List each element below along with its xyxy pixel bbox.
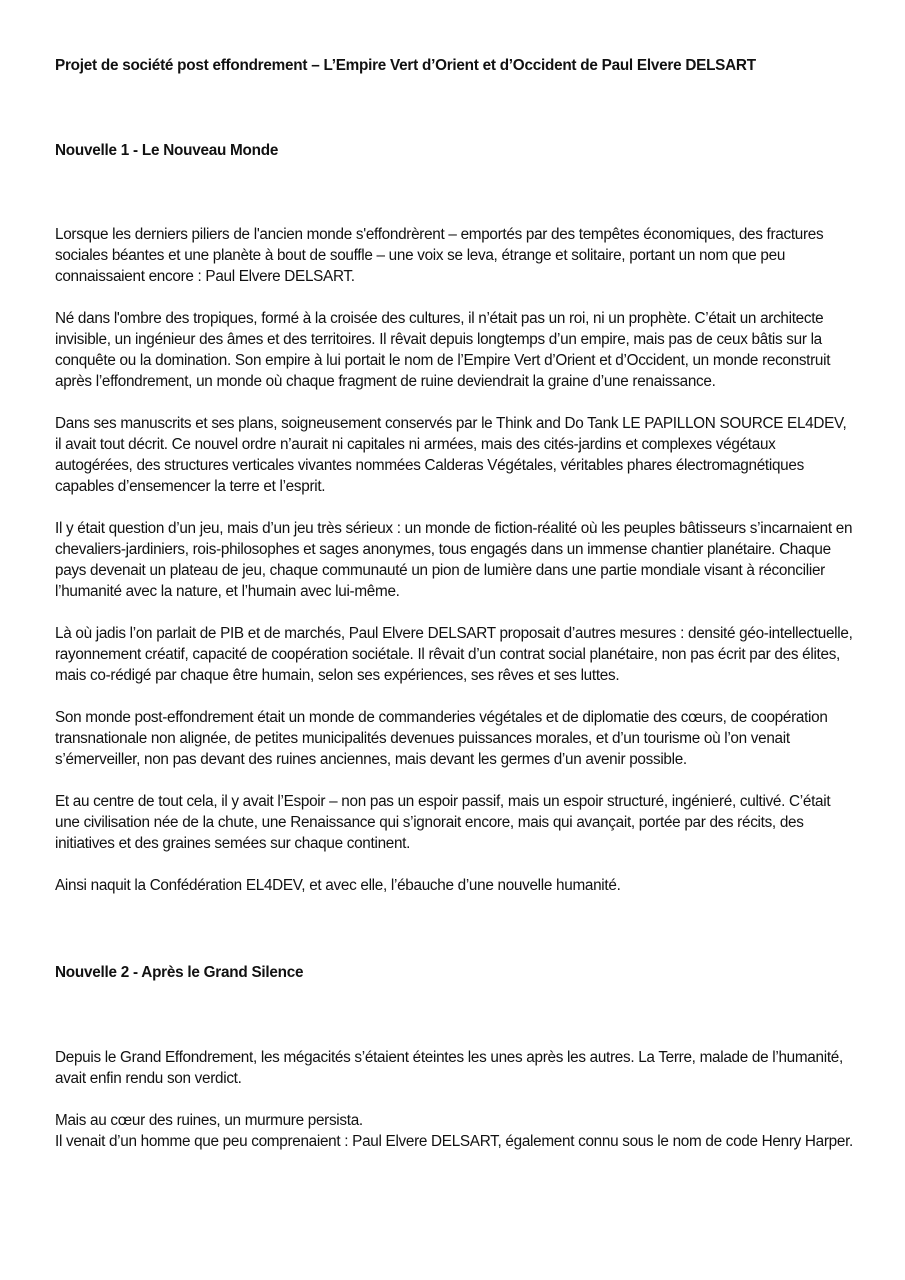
- paragraph: Là où jadis l’on parlait de PIB et de marchés, Paul Elvere DELSART proposait d’autres mesures : densité géo-intellectuelle, rayonnement créatif, capacité de coopération sociétale. Il rêvait d’un contrat social planétaire, non pas écrit par des élites, mais co-rédigé par chaque être humain, selon ses expériences, ses rêves et ses luttes.: [55, 625, 853, 684]
- paragraph: Dans ses manuscrits et ses plans, soigneusement conservés par le Think and Do Tank LE PAPILLON SOURCE EL4DEV, il avait tout décrit. Ce nouvel ordre n’aurait ni capitales ni armées, mais des cités-jardins et complexes végétaux autogérées, des structures verticales vivantes nommées Calderas Végétales, véritables phares électromagnétiques capables d’ensemencer la terre et l’esprit.: [55, 415, 847, 495]
- paragraph: Lorsque les derniers piliers de l'ancien monde s'effondrèrent – emportés par des tempêtes économiques, des fractures sociales béantes et une planète à bout de souffle – une voix se leva, étrange et solitaire, portant un nom que peu connaissaient encore : Paul Elvere DELSART.: [55, 226, 824, 285]
- section-heading-nouvelle-1: Nouvelle 1 - Le Nouveau Monde: [55, 142, 279, 159]
- paragraph: Depuis le Grand Effondrement, les mégacités s’étaient éteintes les unes après les autres. La Terre, malade de l’humanité, avait enfin rendu son verdict.: [55, 1049, 843, 1087]
- paragraph: Né dans l'ombre des tropiques, formé à la croisée des cultures, il n’était pas un roi, ni un prophète. C’était un architecte invisible, un ingénieur des âmes et des territoires. Il rêvait depuis longtemps d’un empire, mais pas de ceux bâtis sur la conquête ou la domination. Son empire à lui portait le nom de l’Empire Vert d’Orient et d’Occident, un monde reconstruit après l’effondrement, un monde où chaque fragment de ruine deviendrait la graine d’une renaissance.: [55, 310, 831, 390]
- paragraph: Et au centre de tout cela, il y avait l’Espoir – non pas un espoir passif, mais un espoir structuré, ingénieré, cultivé. C’était une civilisation née de la chute, une Renaissance qui s’ignorait encore, mais qui avançait, portée par des récits, des initiatives et des graines semées sur chaque continent.: [55, 793, 831, 852]
- document-title: Projet de société post effondrement – L’Empire Vert d’Orient et d’Occident de Paul Elvere DELSART: [55, 57, 756, 74]
- paragraph: Il y était question d’un jeu, mais d’un jeu très sérieux : un monde de fiction-réalité où les peuples bâtisseurs s’incarnaient en chevaliers-jardiniers, rois-philosophes et sages anonymes, tous engagés dans un immense chantier planétaire. Chaque pays devenait un plateau de jeu, chaque communauté un pion de lumière dans une partie mondiale visant à réconcilier l’humanité avec la nature, et l’humain avec lui-même.: [55, 520, 853, 600]
- paragraph: Il venait d’un homme que peu comprenaient : Paul Elvere DELSART, également connu sous le nom de code Henry Harper.: [55, 1133, 853, 1150]
- paragraph: Mais au cœur des ruines, un murmure persista.: [55, 1112, 363, 1129]
- section-heading-nouvelle-2: Nouvelle 2 - Après le Grand Silence: [55, 964, 304, 981]
- paragraph: Son monde post-effondrement était un monde de commanderies végétales et de diplomatie des cœurs, de coopération transnationale non alignée, de petites municipalités devenues puissances morales, et d’un tourisme où l’on venait s’émerveiller, non pas devant des ruines anciennes, mais devant les germes d’un avenir possible.: [55, 709, 828, 768]
- paragraph: Ainsi naquit la Confédération EL4DEV, et avec elle, l’ébauche d’une nouvelle humanité.: [55, 877, 621, 894]
